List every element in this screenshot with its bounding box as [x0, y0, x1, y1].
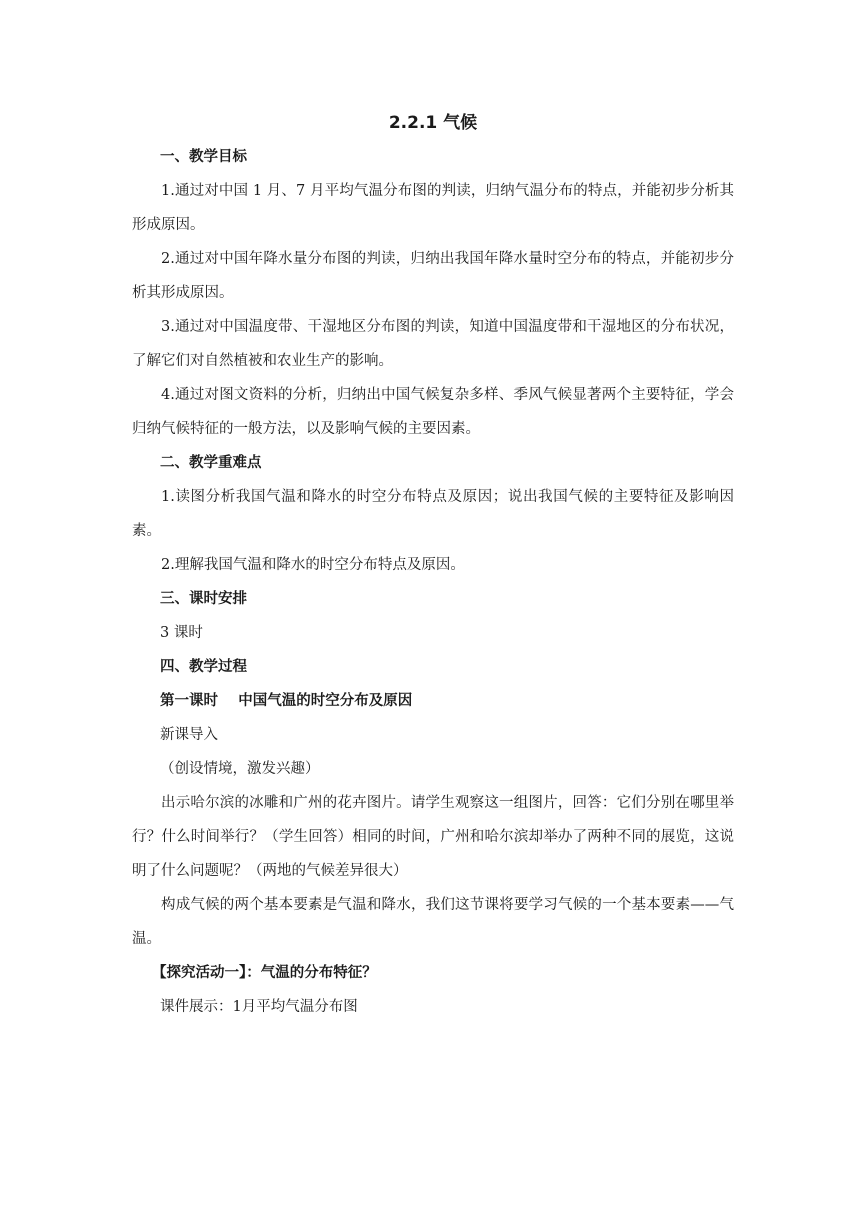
section-heading-schedule: 三、课时安排	[160, 591, 247, 607]
intro-paragraph-1: 出示哈尔滨的冰雕和广州的花卉图片。请学生观察这一组图片，回答：它们分别在哪里举行？什么时间举行？（学生回答）相同的时间，广州和哈尔滨却举办了两种不同的展览，这说明了什么问题呢？（两地的气候差异很大）	[132, 795, 734, 879]
schedule-paragraph: 3 课时	[160, 625, 203, 641]
objective-paragraph-1: 1.通过对中国 1 月、7 月平均气温分布图的判读，归纳气温分布的特点，并能初步分析其形成原因。	[132, 183, 734, 233]
lesson-one-heading: 第一课时 中国气温的时空分布及原因	[160, 693, 413, 709]
section-heading-process: 四、教学过程	[160, 659, 247, 675]
intro-subtitle: （创设情境，激发兴趣）	[160, 761, 320, 777]
key-point-paragraph-2: 2.理解我国气温和降水的时空分布特点及原因。	[161, 557, 465, 573]
section-heading-key-points: 二、教学重难点	[160, 455, 262, 471]
key-point-paragraph-1: 1.读图分析我国气温和降水的时空分布特点及原因；说出我国气候的主要特征及影响因素。	[132, 489, 734, 539]
activity-one-heading: 【探究活动一】：气温的分布特征？	[152, 965, 377, 981]
section-heading-objectives: 一、教学目标	[160, 149, 247, 165]
intro-label: 新课导入	[160, 727, 218, 743]
document-title: 2.2.1 气候	[388, 113, 478, 133]
objective-paragraph-4: 4.通过对图文资料的分析，归纳出中国气候复杂多样、季风气候显著两个主要特征，学会归纳气候特征的一般方法，以及影响气候的主要因素。	[132, 387, 734, 437]
objective-paragraph-3: 3.通过对中国温度带、干湿地区分布图的判读，知道中国温度带和干湿地区的分布状况，了解它们对自然植被和农业生产的影响。	[132, 319, 734, 369]
intro-paragraph-2: 构成气候的两个基本要素是气温和降水，我们这节课将要学习气候的一个基本要素——气温。	[132, 897, 734, 947]
objective-paragraph-2: 2.通过对中国年降水量分布图的判读，归纳出我国年降水量时空分布的特点，并能初步分析其形成原因。	[132, 251, 734, 301]
document-page	[132, 106, 734, 1024]
activity-one-paragraph: 课件展示：1月平均气温分布图	[160, 999, 358, 1015]
